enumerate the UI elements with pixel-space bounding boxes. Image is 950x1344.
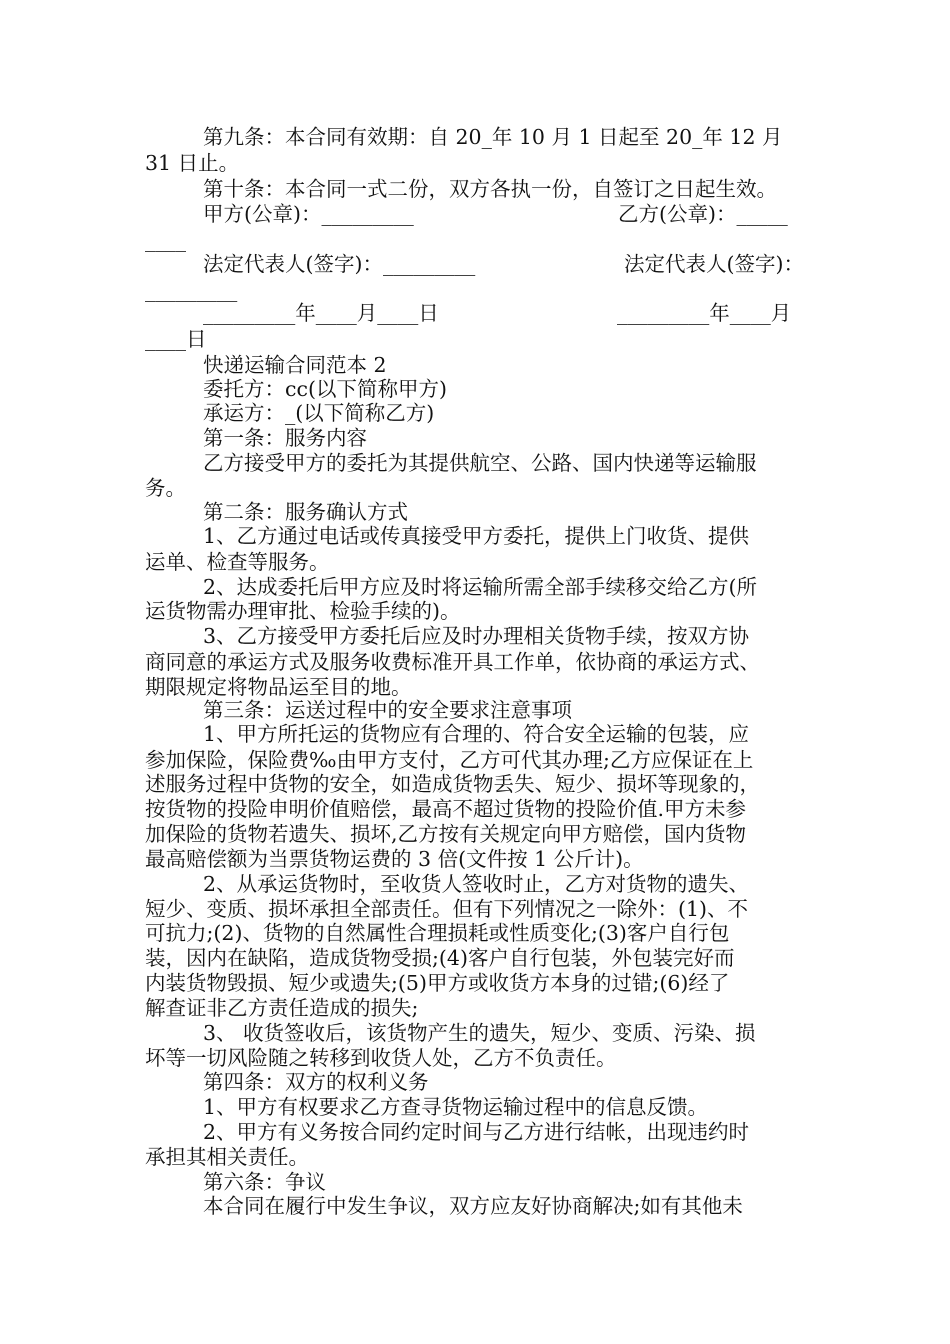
article-heading: 第二条：服务确认方式 bbox=[203, 500, 408, 524]
signature-party-b: 乙方(公章)：_____ bbox=[618, 202, 788, 226]
text-line: 3、乙方接受甲方委托后应及时办理相关货物手续，按双方协 bbox=[203, 624, 750, 648]
text-line: 2、从承运货物时，至收货人签收时止，乙方对货物的遗失、 bbox=[203, 872, 750, 896]
section-heading: 快递运输合同范本 2 bbox=[203, 353, 387, 377]
text-line: ____日 bbox=[145, 327, 207, 351]
text-line: 第九条：本合同有效期：自 20_年 10 月 1 日起至 20_年 12 月 bbox=[203, 125, 783, 149]
legal-rep-a: 法定代表人(签字)：_________ bbox=[203, 252, 476, 276]
text-line: _________ bbox=[145, 278, 238, 302]
text-line: 2、甲方有义务按合同约定时间与乙方进行结帐，出现违约时 bbox=[203, 1120, 750, 1144]
text-line: 述服务过程中货物的安全，如造成货物丢失、短少、损坏等现象的， bbox=[145, 772, 760, 796]
text-line: 内装货物毁损、短少或遗失;(5)甲方或收货方本身的过错;(6)经了 bbox=[145, 971, 730, 995]
legal-rep-b: 法定代表人(签字)： bbox=[624, 252, 804, 276]
text-line: 2、达成委托后甲方应及时将运输所需全部手续移交给乙方(所 bbox=[203, 575, 758, 599]
text-line: 运货物需办理审批、检验手续的)。 bbox=[145, 599, 461, 623]
text-line: 运单、检查等服务。 bbox=[145, 550, 330, 574]
text-line: 解查证非乙方责任造成的损失; bbox=[145, 996, 419, 1020]
text-line: 1、甲方有权要求乙方查寻货物运输过程中的信息反馈。 bbox=[203, 1095, 709, 1119]
text-line: 可抗力;(2)、货物的自然属性合理损耗或性质变化;(3)客户自行包 bbox=[145, 921, 730, 945]
text-line: 3、 收货签收后，该货物产生的遗失，短少、变质、污染、损 bbox=[203, 1021, 756, 1045]
text-line: 商同意的承运方式及服务收费标准开具工作单，依协商的承运方式、 bbox=[145, 650, 760, 674]
signature-party-a: 甲方(公章)：_________ bbox=[203, 202, 414, 226]
text-line: 坏等一切风险随之转移到收货人处，乙方不负责任。 bbox=[145, 1046, 617, 1070]
text-line: 最高赔偿额为当票货物运费的 3 倍(文件按 1 公斤计)。 bbox=[145, 847, 644, 871]
text-line: 乙方接受甲方的委托为其提供航空、公路、国内快递等运输服 bbox=[203, 451, 757, 475]
article-heading: 第一条：服务内容 bbox=[203, 426, 367, 450]
text-line: 1、甲方所托运的货物应有合理的、符合安全运输的包装，应 bbox=[203, 722, 750, 746]
text-line: 1、乙方通过电话或传真接受甲方委托，提供上门收货、提供 bbox=[203, 524, 750, 548]
text-line: 参加保险，保险费‰由甲方支付，乙方可代其办理;乙方应保证在上 bbox=[145, 748, 754, 772]
text-line: 加保险的货物若遗失、损坏,乙方按有关规定向甲方赔偿，国内货物 bbox=[145, 822, 747, 846]
text-line: 期限规定将物品运至目的地。 bbox=[145, 675, 412, 699]
text-line: 委托方：cc(以下简称甲方) bbox=[203, 377, 447, 401]
text-line: ____ bbox=[145, 228, 186, 252]
text-line: 按货物的投险申明价值赔偿，最高不超过货物的投险价值.甲方未参 bbox=[145, 797, 747, 821]
article-heading: 第六条：争议 bbox=[203, 1170, 326, 1194]
text-line: 承运方：_(以下简称乙方) bbox=[203, 401, 435, 425]
text-line: 本合同在履行中发生争议，双方应友好协商解决;如有其他未 bbox=[203, 1194, 743, 1218]
text-line: 装，因内在缺陷，造成货物受损;(4)客户自行包装，外包装完好而 bbox=[145, 946, 735, 970]
text-line: 务。 bbox=[145, 476, 186, 500]
article-heading: 第四条：双方的权利义务 bbox=[203, 1070, 429, 1094]
article-heading: 第三条：运送过程中的安全要求注意事项 bbox=[203, 698, 572, 722]
date-line-b: _________年____月 bbox=[617, 301, 792, 325]
text-line: 第十条：本合同一式二份，双方各执一份，自签订之日起生效。 bbox=[203, 177, 777, 201]
text-line: 承担其相关责任。 bbox=[145, 1145, 309, 1169]
text-line: 31 日止。 bbox=[145, 151, 240, 175]
date-line-a: _________年____月____日 bbox=[203, 301, 439, 325]
text-line: 短少、变质、损坏承担全部责任。但有下列情况之一除外：(1)、不 bbox=[145, 897, 749, 921]
